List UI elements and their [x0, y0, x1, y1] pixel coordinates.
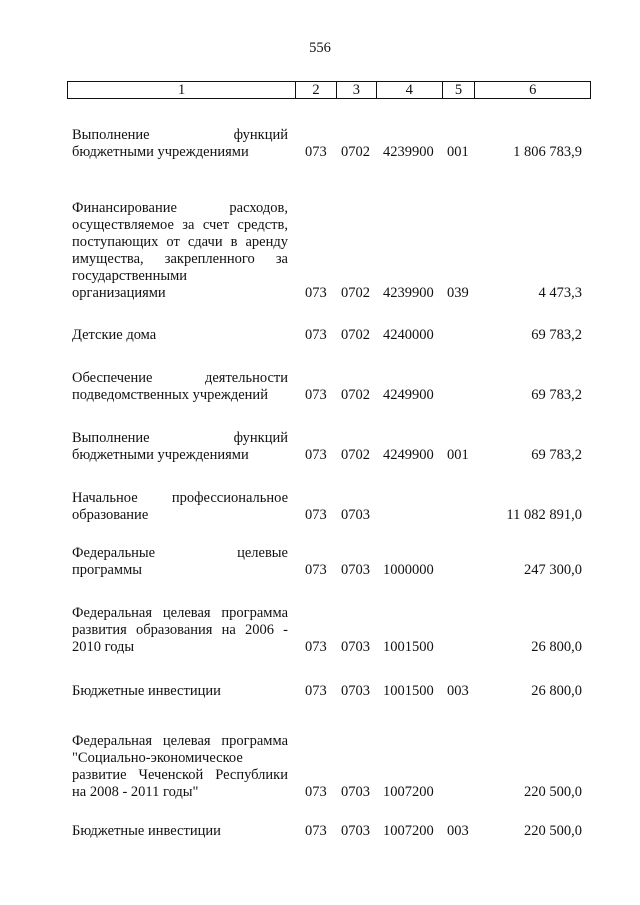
row-rz: 0702 [341, 144, 370, 160]
row-vr: 001 [447, 144, 469, 160]
row-name-line: Финансирование расходов, [72, 200, 288, 216]
row-name-line: образование [72, 507, 149, 523]
header-col-4: 4 [376, 82, 442, 98]
row-name-line: Выполнение функций [72, 127, 288, 143]
row-sum: 26 800,0 [531, 683, 582, 699]
header-col-6: 6 [474, 82, 590, 98]
row-gr: 073 [305, 285, 327, 301]
row-name-line: Бюджетные инвестиции [72, 823, 221, 839]
row-sum: 220 500,0 [524, 823, 582, 839]
row-name [72, 327, 288, 344]
row-name-line: развития образования на 2006 - [72, 622, 288, 638]
row-cs: 1000000 [383, 562, 434, 578]
row-name-line: Федеральные целевые [72, 545, 288, 561]
row-gr: 073 [305, 784, 327, 800]
row-name [72, 545, 288, 579]
header-col-5: 5 [442, 82, 475, 98]
row-sum: 69 783,2 [531, 447, 582, 463]
row-name-line: Обеспечение деятельности [72, 370, 288, 386]
page-number: 556 [309, 40, 331, 56]
row-cs: 4249900 [383, 447, 434, 463]
row-name-line: Выполнение функций [72, 430, 288, 446]
row-name [72, 200, 288, 302]
row-rz: 0702 [341, 387, 370, 403]
row-cs: 1007200 [383, 784, 434, 800]
row-name-line: на 2008 - 2011 годы" [72, 784, 199, 800]
row-sum: 247 300,0 [524, 562, 582, 578]
row-gr: 073 [305, 683, 327, 699]
row-name-line: Федеральная целевая программа [72, 605, 288, 621]
table-header [67, 81, 591, 99]
row-name [72, 683, 288, 700]
row-gr: 073 [305, 144, 327, 160]
row-cs: 1001500 [383, 683, 434, 699]
row-gr: 073 [305, 387, 327, 403]
row-name-line: развитие Чеченской Республики [72, 767, 288, 783]
row-rz: 0703 [341, 562, 370, 578]
row-sum: 69 783,2 [531, 387, 582, 403]
row-gr: 073 [305, 507, 327, 523]
row-name-line: Детские дома [72, 327, 157, 343]
row-name [72, 823, 288, 840]
header-col-2: 2 [295, 82, 336, 98]
row-rz: 0703 [341, 507, 370, 523]
row-rz: 0703 [341, 784, 370, 800]
row-rz: 0703 [341, 683, 370, 699]
row-name [72, 127, 288, 161]
row-vr: 001 [447, 447, 469, 463]
row-sum: 220 500,0 [524, 784, 582, 800]
row-cs: 4249900 [383, 387, 434, 403]
row-cs: 4239900 [383, 285, 434, 301]
row-rz: 0702 [341, 447, 370, 463]
row-rz: 0702 [341, 285, 370, 301]
row-vr: 039 [447, 285, 469, 301]
row-rz: 0703 [341, 823, 370, 839]
row-cs: 4239900 [383, 144, 434, 160]
row-sum: 4 473,3 [538, 285, 582, 301]
row-vr: 003 [447, 823, 469, 839]
row-name-line: подведомственных учреждений [72, 387, 268, 403]
row-sum: 69 783,2 [531, 327, 582, 343]
row-gr: 073 [305, 823, 327, 839]
row-vr: 003 [447, 683, 469, 699]
row-sum: 11 082 891,0 [506, 507, 582, 523]
row-name [72, 430, 288, 464]
row-name-line: поступающих от сдачи в аренду [72, 234, 288, 250]
row-name-line: имущества, закрепленного за [72, 251, 288, 267]
row-name-line: организациями [72, 285, 166, 301]
row-name-line: "Социально-экономическое [72, 750, 243, 766]
row-cs: 4240000 [383, 327, 434, 343]
row-rz: 0702 [341, 327, 370, 343]
row-name [72, 370, 288, 404]
row-rz: 0703 [341, 639, 370, 655]
row-name-line: осуществляемое за счет средств, [72, 217, 288, 233]
row-cs: 1001500 [383, 639, 434, 655]
row-name [72, 490, 288, 524]
header-col-3: 3 [336, 82, 376, 98]
header-col-1: 1 [177, 82, 186, 98]
row-gr: 073 [305, 562, 327, 578]
row-name-line: Начальное профессиональное [72, 490, 288, 506]
row-sum: 1 806 783,9 [513, 144, 582, 160]
row-gr: 073 [305, 447, 327, 463]
row-name-line: Федеральная целевая программа [72, 733, 288, 749]
row-name [72, 605, 288, 656]
row-cs: 1007200 [383, 823, 434, 839]
row-sum: 26 800,0 [531, 639, 582, 655]
row-name-line: бюджетными учреждениями [72, 447, 249, 463]
row-gr: 073 [305, 327, 327, 343]
row-name-line: бюджетными учреждениями [72, 144, 249, 160]
row-name-line: государственными [72, 268, 188, 284]
row-name-line: 2010 годы [72, 639, 135, 655]
row-name-line: программы [72, 562, 142, 578]
row-gr: 073 [305, 639, 327, 655]
row-name [72, 733, 288, 801]
row-name-line: Бюджетные инвестиции [72, 683, 221, 699]
